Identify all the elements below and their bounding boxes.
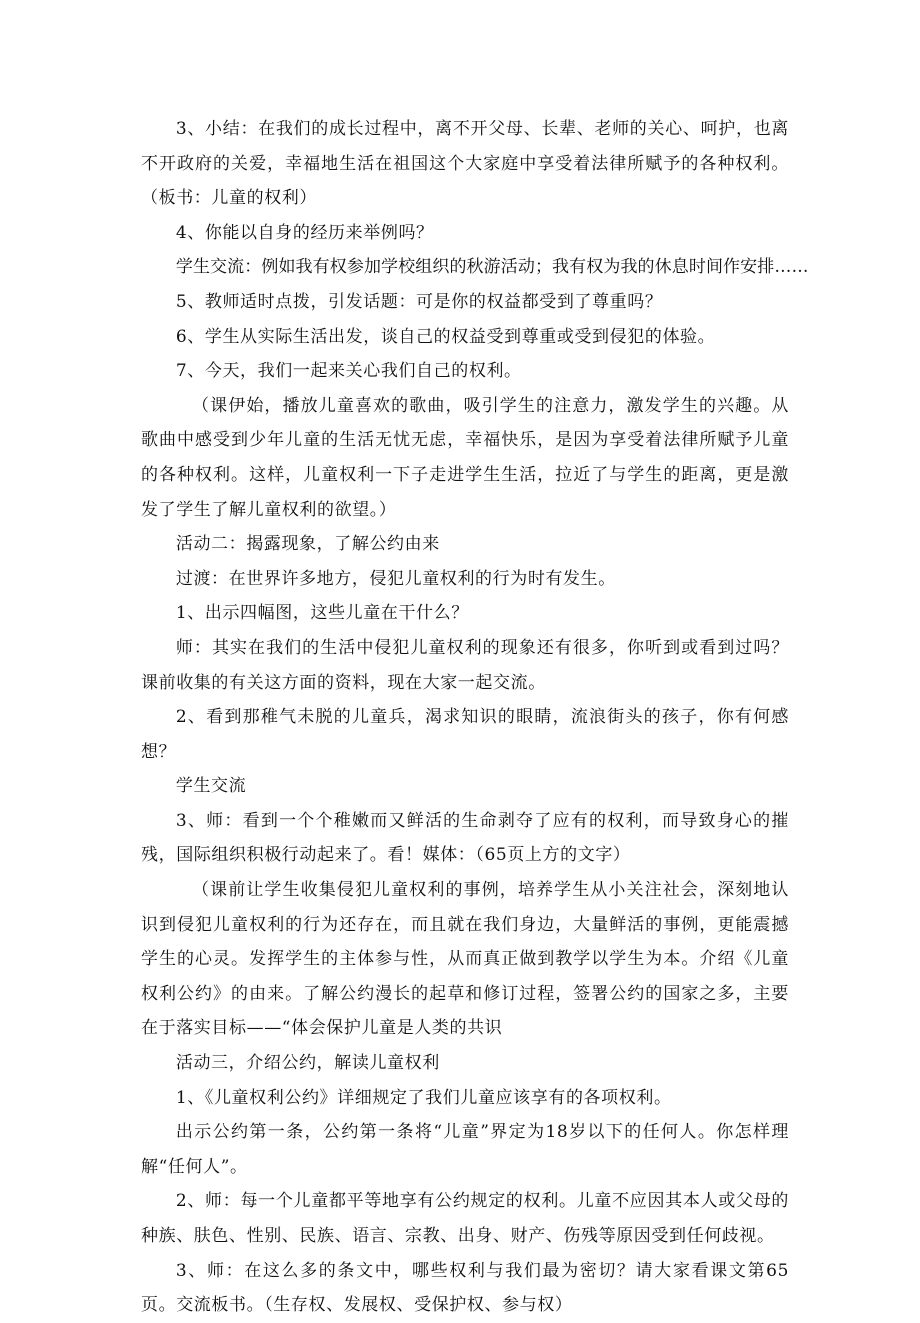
equal-rights-paragraph: 2、师：每一个儿童都平等地享有公约规定的权利。儿童不应因其本人或父母的种族、肤色、性别、民族、语言、宗教、出身、财产、伤残等原因受到任何歧视。 (141, 1191, 789, 1246)
activity-two-note-paragraph: （课前让学生收集侵犯儿童权利的事例，培养学生从小关注社会，深刻地认识到侵犯儿童权利的行为还存在，而且就在我们身边，大量鲜活的事例，更能震撼学生的心灵。发挥学生的主体参与性，从而真正做到教学以学生为本。介绍《儿童权利公约》的由来。了解公约漫长的起草和修订过程，签署公约的国家之多，主要在于落实目标——“体会保护儿童是人类的共识 (141, 880, 789, 1039)
summary-paragraph: 3、小结：在我们的成长过程中，离不开父母、长辈、老师的关心、呵护，也离不开政府的关爱，幸福地生活在祖国这个大家庭中享受着法律所赋予的各种权利。（板书：儿童的权利） (141, 119, 789, 209)
activity-two-heading: 活动二：揭露现象，了解公约由来 (175, 534, 440, 555)
four-pictures-paragraph: 1、出示四幅图，这些儿童在干什么？ (175, 603, 469, 624)
today-rights-paragraph: 7、今天，我们一起来关心我们自己的权利。 (175, 361, 522, 382)
teacher-question-paragraph: 师：其实在我们的生活中侵犯儿童权利的现象还有很多，你听到或看到过吗？课前收集的有关这方面的资料，现在大家一起交流。 (141, 637, 789, 693)
student-experience-paragraph: 6、学生从实际生活出发，谈自己的权益受到尊重或受到侵犯的体验。 (175, 326, 716, 347)
media-paragraph: 3、师：看到一个个稚嫩而又鲜活的生命剥夺了应有的权利，而导致身心的摧残，国际组织积极行动起来了。看！媒体：（65页上方的文字） (141, 810, 789, 866)
student-exchange-paragraph: 学生交流：例如我有权参加学校组织的秋游活动；我有权为我的休息时间作安排…… (175, 257, 809, 278)
student-exchange-heading: 学生交流 (175, 776, 247, 797)
convention-rights-paragraph: 1、《儿童权利公约》详细规定了我们儿童应该享有的各项权利。 (175, 1087, 672, 1108)
transition-paragraph: 过渡：在世界许多地方，侵犯儿童权利的行为时有发生。 (175, 568, 616, 589)
article-one-paragraph: 出示公约第一条，公约第一条将“儿童”界定为18岁以下的任何人。你怎样理解“任何人”。 (141, 1122, 789, 1177)
question-example-paragraph: 4、你能以自身的经历来举例吗？ (175, 222, 434, 243)
rights-board-paragraph: 3、师：在这么多的条文中，哪些权利与我们最为密切？请大家看课文第65页。交流板书。（生存权、发展权、受保护权、参与权） (141, 1260, 789, 1316)
activity-one-note-paragraph: （课伊始，播放儿童喜欢的歌曲，吸引学生的注意力，激发学生的兴趣。从歌曲中感受到少年儿童的生活无忧无虑，幸福快乐，是因为享受着法律所赋予儿童的各种权利。这样，儿童权利一下子走进学生生活，拉近了与学生的距离，更是激发了学生了解儿童权利的欲望。） (141, 395, 789, 520)
activity-three-heading: 活动三，介绍公约，解读儿童权利 (175, 1053, 440, 1074)
teacher-guidance-paragraph: 5、教师适时点拨，引发话题：可是你的权益都受到了尊重吗？ (175, 291, 663, 312)
feeling-question-paragraph: 2、看到那稚气未脱的儿童兵，渴求知识的眼睛，流浪街头的孩子，你有何感想？ (141, 707, 789, 762)
document-body (141, 112, 809, 1323)
